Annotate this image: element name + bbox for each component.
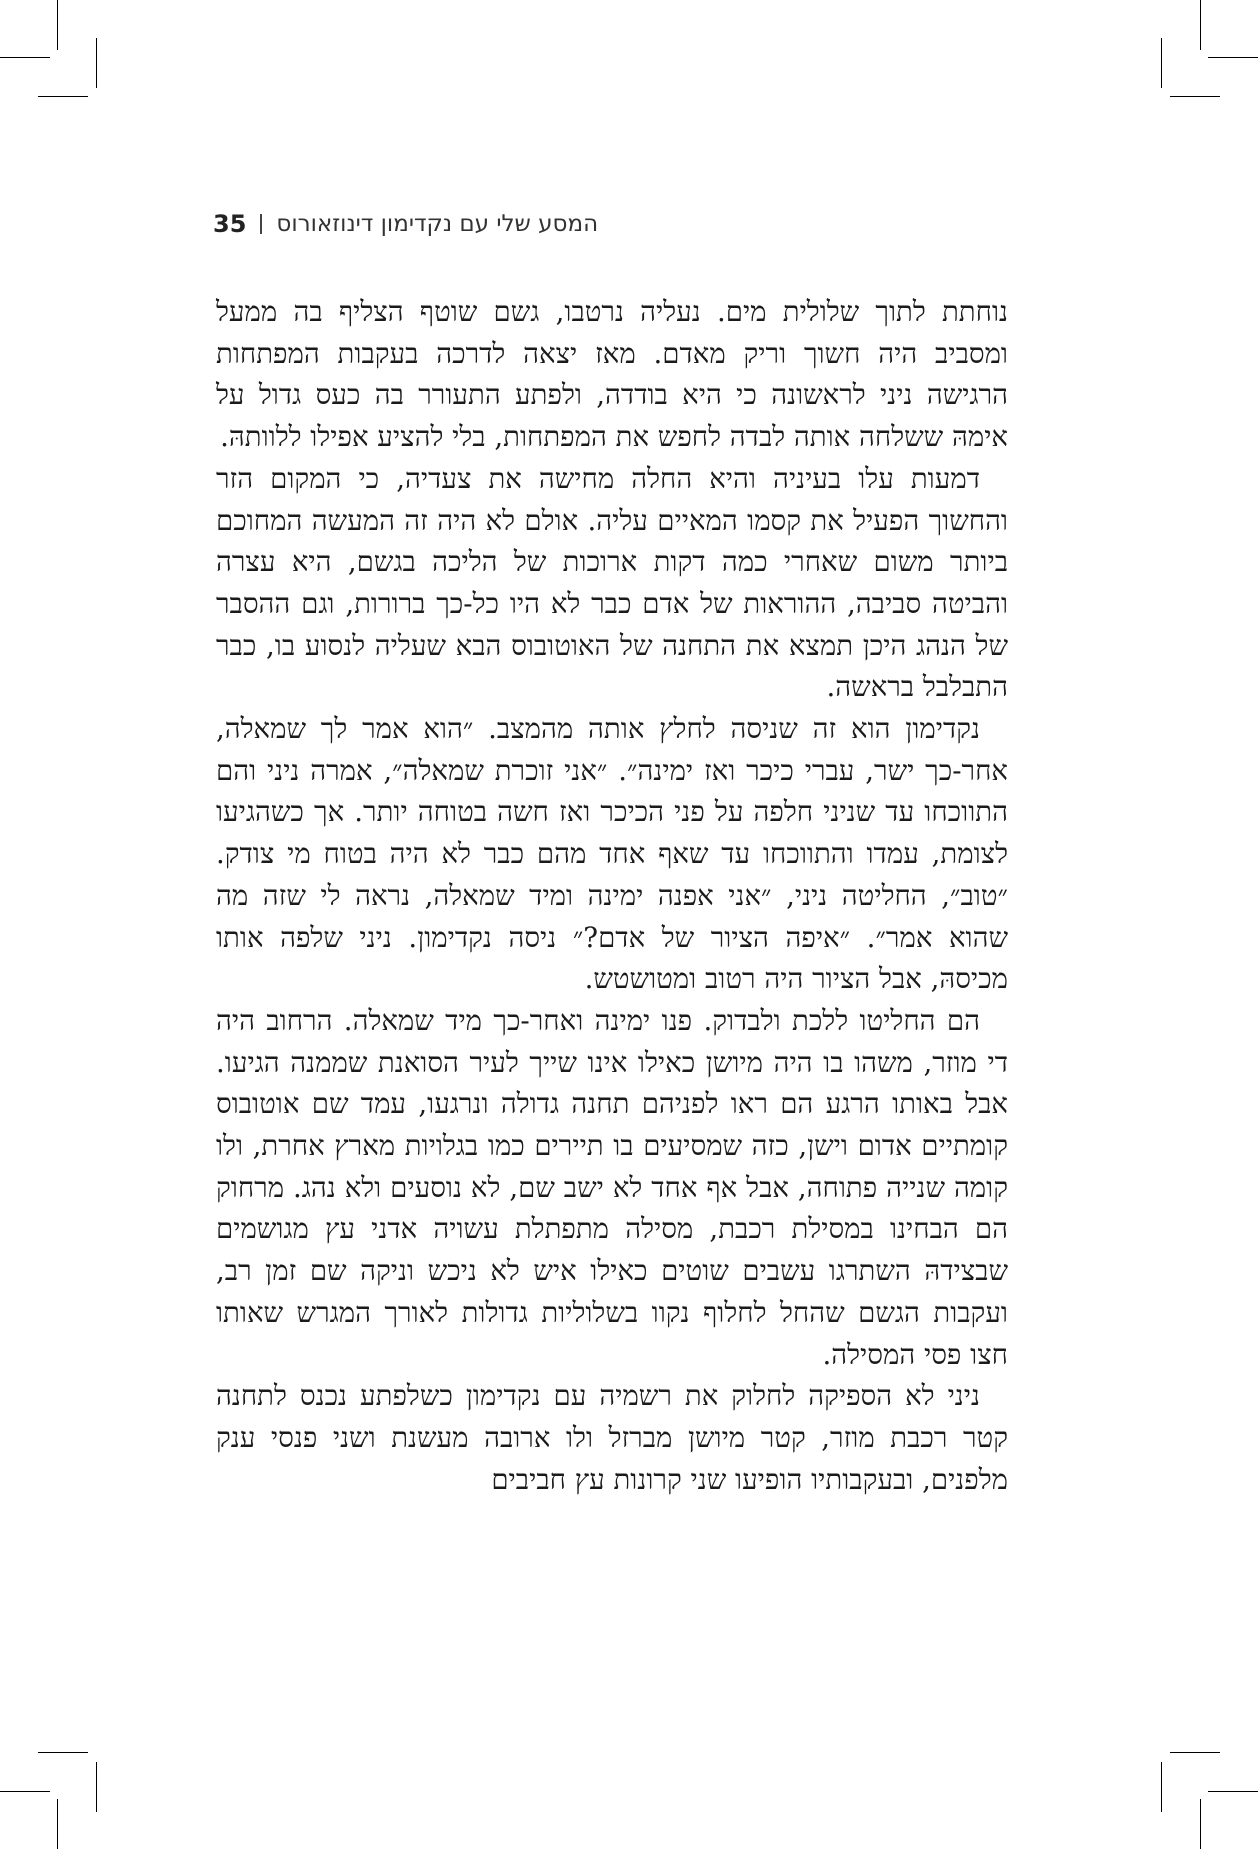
body-text	[216, 291, 1008, 1500]
crop-mark-top-left-horizontal	[0, 57, 50, 58]
paragraph: הם החליטו ללכת ולבדוק. פנו ימינה ואחר-כך מיד שמאלה. הרחוב היה די מוזר, משהו בו היה מיושן כאילו אינו שייך לעיר הסואנת שממנה הגיעו. אבל באותו הרגע הם ראו לפניהם תחנה גדולה ונרגעו, עמד שם אוטובוס קומתיים אדום וישן, כזה שמסיעים בו תיירים כמו בגלויות מארץ אחרת, ולו קומה שנייה פתוחה, אבל אף אחד לא ישב שם, לא נוסעים ולא נהג. מרחוק הם הבחינו במסילת רכבת, מסילה מתפתלת עשויה אדני עץ מגושמים שבצידהּ השתרגו עשבים שוטים כאילו איש לא ניכש וניקה שם זמן רב, ועקבות הגשם שהחל לחלוף נקוו בשלוליות גדולות לאורך המגרש שאותו חצו פסי המסילה.	[216, 1003, 1008, 1371]
paragraph: דמעות עלו בעיניה והיא החלה מחישה את צעדיה, כי המקום הזר והחשוך הפעיל את קסמו המאיים עליה. אולם לא היה זה המעשה המחוכם ביותר משום שאחרי כמה דקות ארוכות של הליכה בגשם, היא עצרה והביטה סביבה, ההוראות של אדם כבר לא היו כל-כך ברורות, וגם ההסבר של הנהג היכן תמצא את התחנה של האוטובוס הבא שעליה לנסוע בו, כבר התבלבל בראשה.	[216, 461, 1008, 704]
header-divider	[260, 214, 262, 234]
crop-mark-bottom-right-horizontal	[1208, 1791, 1258, 1792]
crop-mark-top-left-horizontal-inner	[38, 96, 88, 97]
crop-mark-bottom-right-vertical	[1200, 1799, 1201, 1849]
paragraph: נקדימון הוא זה שניסה לחלץ אותה מהמצב. ״הוא אמר לך שמאלה, אחר-כך ישר, עברי כיכר ואז ימינה״. ״אני זוכרת שמאלה״, אמרה ניני והם התווכחו עד שניני חלפה על פני הכיכר ואז חשה בטוחה יותר. אך כשהגיעו לצומת, עמדו והתווכחו עד שאף אחד מהם כבר לא היה בטוח מי צודק. ״טוב״, החליטה ניני, ״אני אפנה ימינה ומיד שמאלה, נראה לי שזה מה שהוא אמר״. ״איפה הציור של אדם?״ ניסה נקדימון. ניני שלפה אותו מכיסהּ, אבל הציור היה רטוב ומטושטש.	[216, 712, 1008, 996]
page-number: 35	[213, 210, 247, 238]
crop-mark-top-right-vertical-inner	[1161, 38, 1162, 88]
crop-mark-bottom-left-vertical	[57, 1799, 58, 1849]
crop-mark-bottom-right-vertical-inner	[1161, 1762, 1162, 1812]
crop-mark-top-right-horizontal	[1208, 57, 1258, 58]
crop-mark-top-right-horizontal-inner	[1170, 96, 1220, 97]
crop-mark-bottom-left-horizontal	[0, 1791, 50, 1792]
book-title: המסע שלי עם נקדימון דינוזאורוס	[276, 211, 599, 237]
crop-mark-top-left-vertical-inner	[96, 38, 97, 88]
running-head	[213, 206, 613, 242]
paragraph: נוחתת לתוך שלולית מים. נעליה נרטבו, גשם שוטף הצליף בה ממעל ומסביב היה חשוך וריק מאדם. מאז יצאה לדרכה בעקבות המפתחות הרגישה ניני לראשונה כי היא בודדה, ולפתע התעורר בה כעס גדול על אימהּ ששלחה אותה לבדה לחפש את המפתחות, בלי להציע אפילו ללוותהּ.	[216, 295, 1008, 454]
crop-mark-bottom-left-vertical-inner	[96, 1762, 97, 1812]
crop-mark-bottom-left-horizontal-inner	[38, 1752, 88, 1753]
crop-mark-top-right-vertical	[1200, 0, 1201, 50]
paragraph: ניני לא הספיקה לחלוק את רשמיה עם נקדימון כשלפתע נכנס לתחנה קטר רכבת מוזר, קטר מיושן מברזל ולו ארובה מעשנת ושני פנסי ענק מלפנים, ובעקבותיו הופיעו שני קרונות עץ חביבים	[216, 1379, 1008, 1496]
crop-mark-top-left-vertical	[57, 0, 58, 50]
crop-mark-bottom-right-horizontal-inner	[1170, 1752, 1220, 1753]
